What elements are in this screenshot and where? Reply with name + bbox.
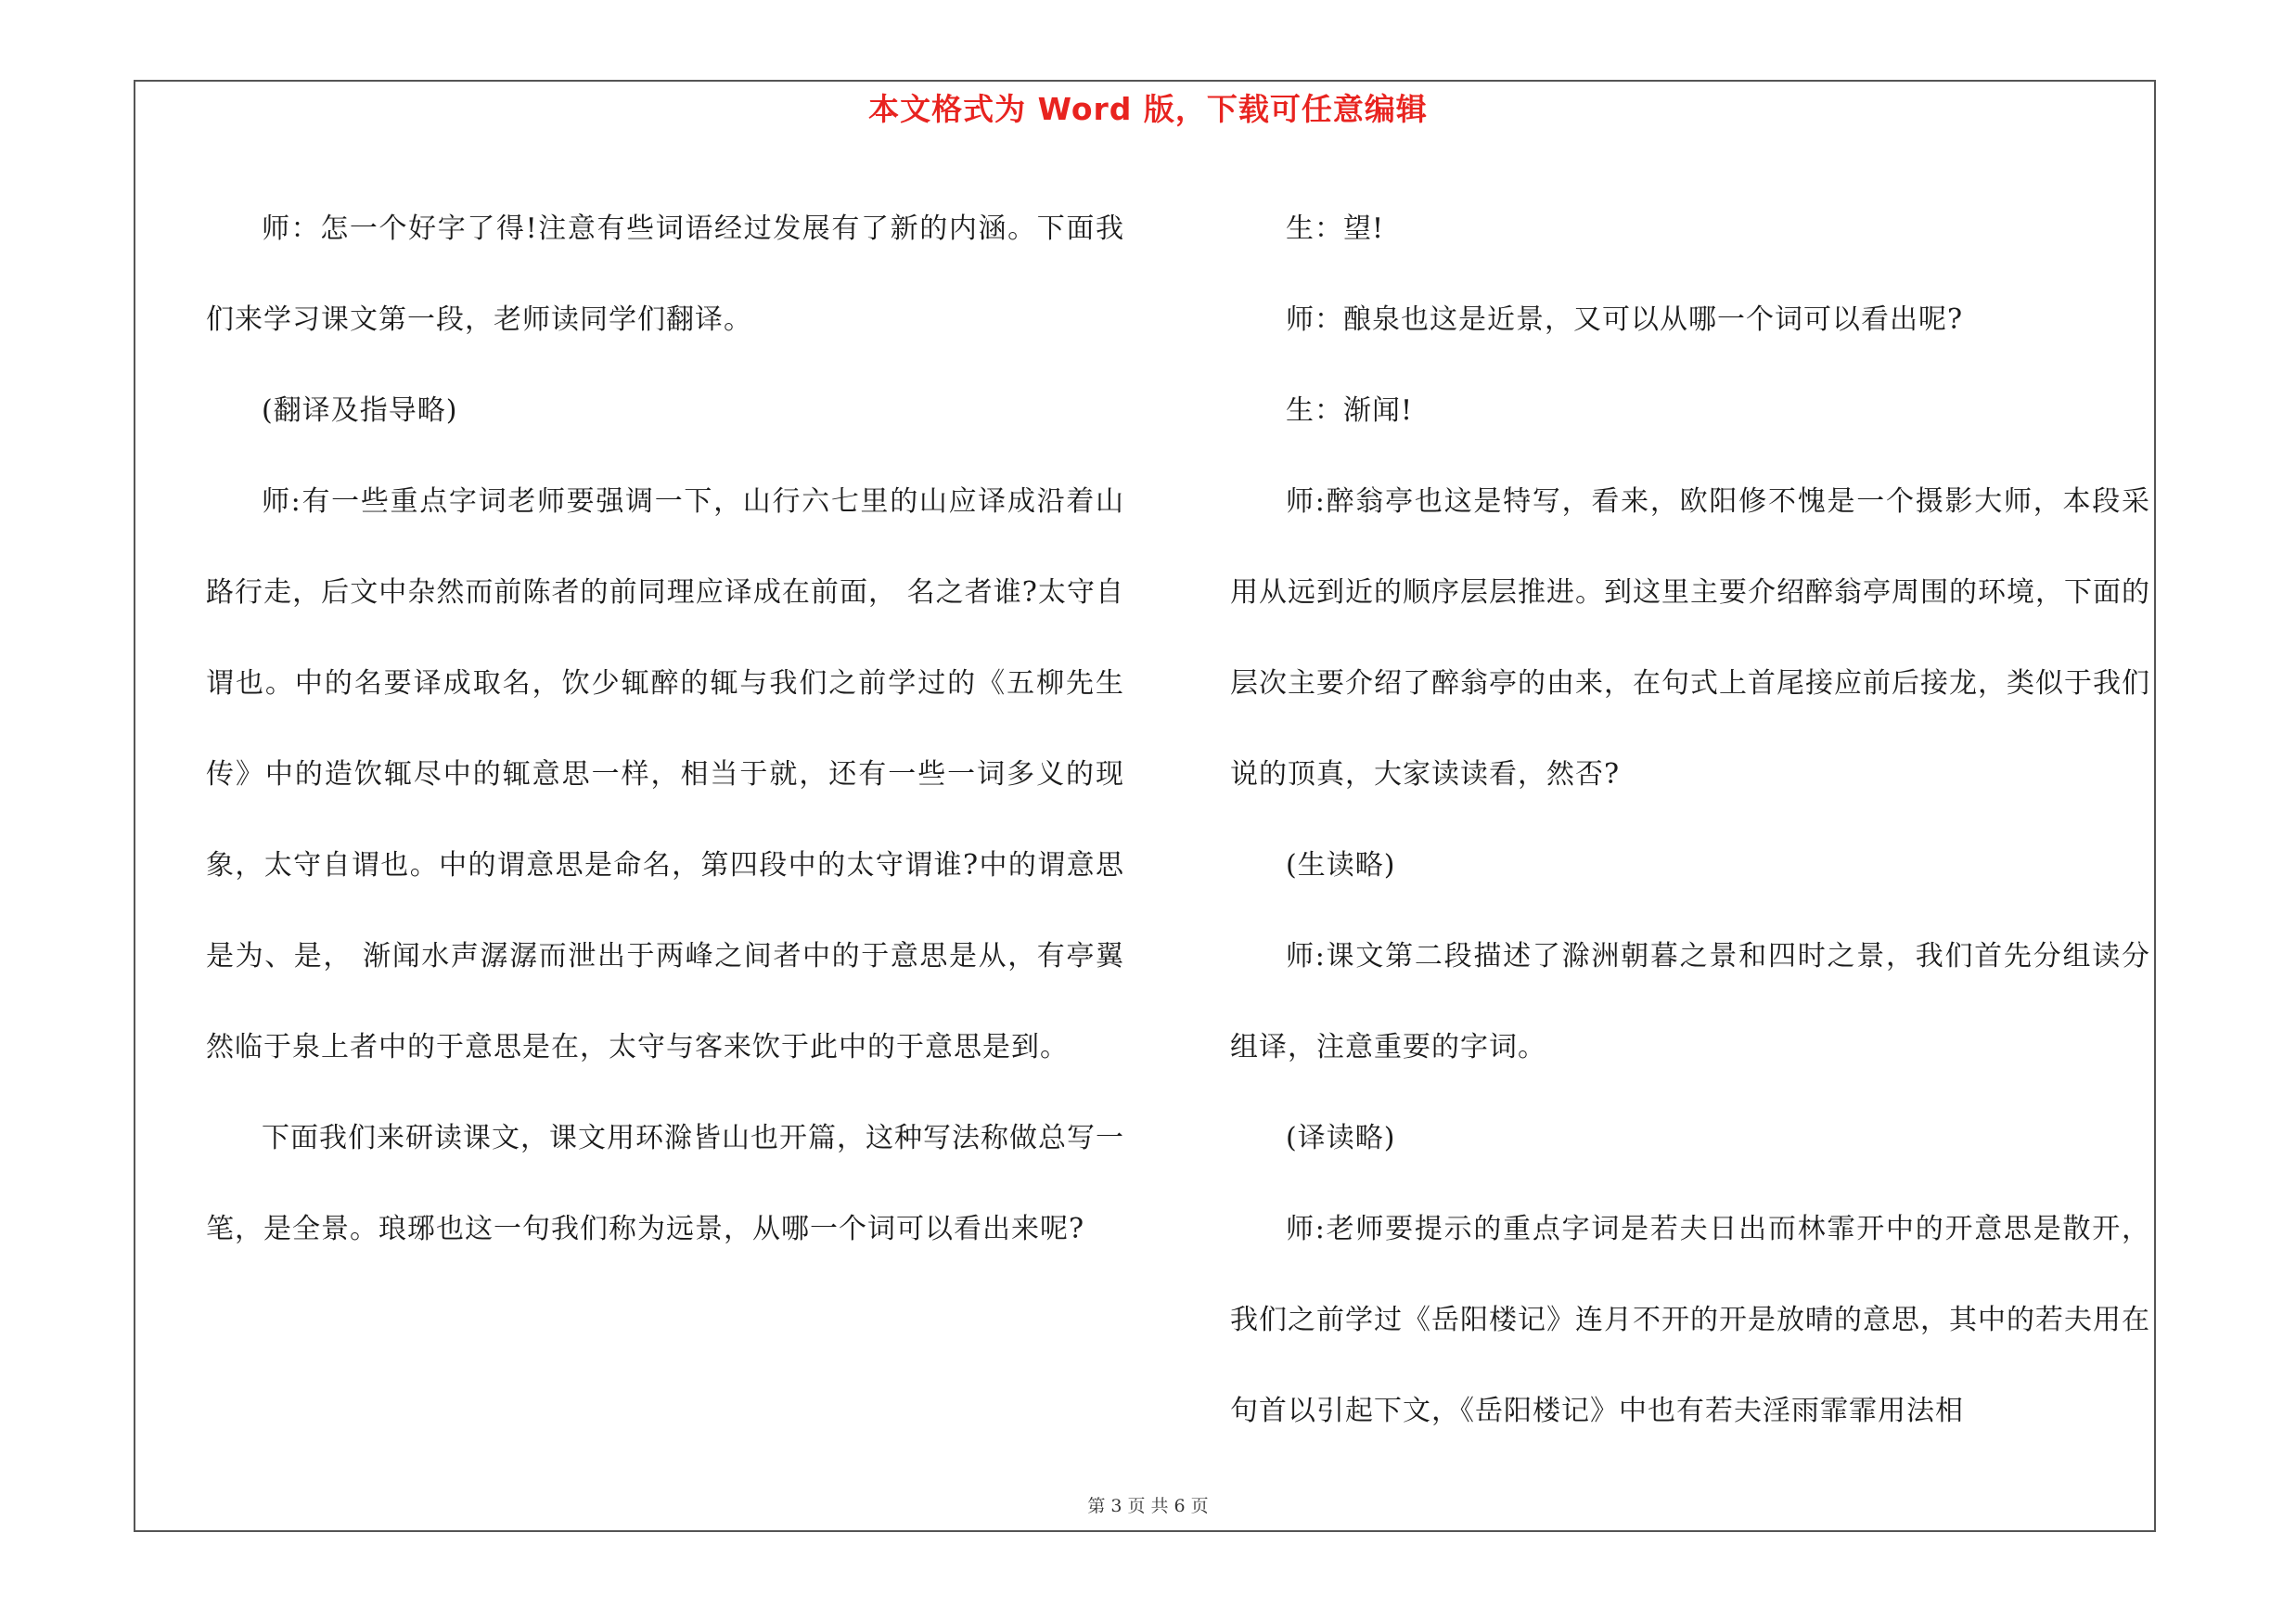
right-column bbox=[1230, 184, 2150, 1457]
paragraph: (生读略) bbox=[1286, 849, 1396, 882]
paragraph: 师：怎一个好字了得!注意有些词语经过发展有了新的内涵。下面我们来学习课文第一段，老师读同学们翻译。 bbox=[206, 213, 1124, 336]
page-number-footer: 第 3 页 共 6 页 bbox=[1087, 1496, 1209, 1516]
paragraph: 师:老师要提示的重点字词是若夫日出而林霏开中的开意思是散开，我们之前学过《岳阳楼记》连月不开的开是放晴的意思，其中的若夫用在句首以引起下文，《岳阳楼记》中也有若夫淫雨霏霏用法相 bbox=[1230, 1213, 2150, 1427]
left-column bbox=[206, 184, 1124, 1275]
paragraph: 生：渐闻! bbox=[1286, 394, 1414, 427]
paragraph: 生：望! bbox=[1286, 213, 1385, 245]
paragraph: 师:有一些重点字词老师要强调一下，山行六七里的山应译成沿着山路行走，后文中杂然而前陈者的前同理应译成在前面， 名之者谁?太守自谓也。中的名要译成取名，饮少辄醉的辄与我们之前学过的《五柳先生传》中的造饮辄尽中的辄意思一样，相当于就，还有一些一词多义的现象，太守自谓也。中的谓意思是命名，第四段中的太守谓谁?中的谓意思是为、是， 渐闻水声潺潺而泄出于两峰之间者中的于意思是从，有亭翼然临于泉上者中的于意思是在，太守与客来饮于此中的于意思是到。 bbox=[206, 485, 1124, 1063]
paragraph: (翻译及指导略) bbox=[262, 394, 458, 427]
paragraph: 师:课文第二段描述了滁洲朝暮之景和四时之景，我们首先分组读分组译，注意重要的字词。 bbox=[1230, 940, 2150, 1063]
paragraph: (译读略) bbox=[1286, 1122, 1396, 1154]
paragraph: 师:醉翁亭也这是特写，看来，欧阳修不愧是一个摄影大师，本段采用从远到近的顺序层层推进。到这里主要介绍醉翁亭周围的环境，下面的层次主要介绍了醉翁亭的由来，在句式上首尾接应前后接龙，类似于我们说的顶真，大家读读看，然否? bbox=[1230, 485, 2150, 791]
header-banner: 本文格式为 Word 版，下载可任意编辑 bbox=[868, 91, 1428, 127]
paragraph: 师：酿泉也这是近景，又可以从哪一个词可以看出呢? bbox=[1286, 303, 1964, 336]
paragraph: 下面我们来研读课文，课文用环滁皆山也开篇，这种写法称做总写一笔，是全景。琅琊也这一句我们称为远景，从哪一个词可以看出来呢? bbox=[206, 1122, 1124, 1245]
